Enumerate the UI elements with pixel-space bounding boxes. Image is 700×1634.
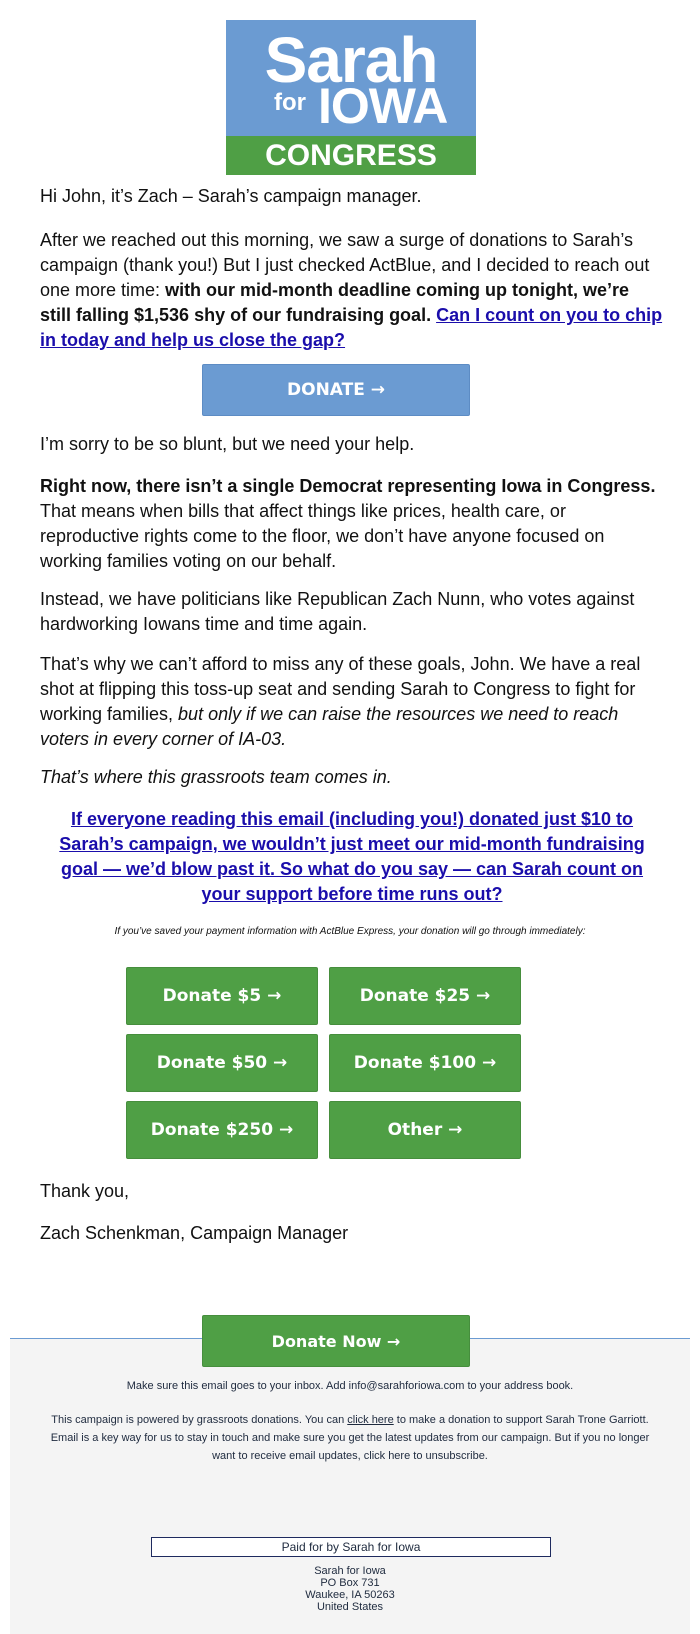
paragraph-4: Instead, we have politicians like Republican Zach Nunn, who votes against hardworking Iowans time and time again. (40, 589, 635, 634)
footer (10, 1331, 690, 1634)
donate-250-button[interactable]: Donate $250 → (126, 1101, 318, 1159)
address-line: United States (316, 1601, 384, 1613)
address-line: Waukee, IA 50263 (305, 1589, 395, 1601)
greeting: Hi John, it’s Zach – Sarah’s campaign manager. (40, 186, 422, 206)
campaign-logo (226, 20, 476, 175)
address-line: Sarah for Iowa (314, 1565, 386, 1577)
logo-top-panel (226, 20, 476, 136)
logo-state: IOWA (318, 78, 448, 134)
logo-bottom-panel (226, 136, 476, 175)
address-line: PO Box 731 (320, 1577, 380, 1589)
click-here-link[interactable]: click here (347, 1414, 394, 1426)
email-note: Email is a key way for us to stay in touch and make sure you get the latest updates from our campaign. But if you no longer want to receive email updates, click here to unsubscribe. (50, 1432, 650, 1462)
paragraph-3 (40, 474, 664, 574)
p6-italic: That’s where this grassroots team comes in. (40, 767, 392, 787)
ask-link[interactable]: If everyone reading this email (including you!) donated just $10 to Sarah’s campaign, we wouldn’t just meet our mid-month fundraising goal — we’d blow past it. So what do you say — can Sarah count on your support before time runs out? (59, 809, 645, 904)
donate-other-button[interactable]: Other → (329, 1101, 521, 1159)
p5-italic: but only if we can raise the resources we need to reach voters in every corner of IA-03. (40, 704, 619, 749)
footer-text (40, 1411, 660, 1465)
donate-50-button[interactable]: Donate $50 → (126, 1034, 318, 1092)
p3-bold: Right now, there isn’t a single Democrat representing Iowa in Congress. (40, 476, 656, 496)
donate-5-button[interactable]: Donate $5 → (126, 967, 318, 1025)
logo-office: CONGRESS (265, 139, 437, 172)
donate-25-button[interactable]: Donate $25 → (329, 967, 521, 1025)
express-note: If you’ve saved your payment information with ActBlue Express, your donation will go through immediately: (114, 926, 586, 937)
closing: Thank you, (40, 1181, 130, 1201)
mailing-address (10, 1565, 690, 1613)
donate-now-button[interactable]: Donate Now → (202, 1315, 470, 1367)
donate-button[interactable]: DONATE → (202, 364, 470, 416)
paragraph-5 (40, 652, 664, 752)
paragraph-1 (40, 228, 664, 353)
powered-text-b: to make a donation to support Sarah Trone Garriott. (393, 1414, 649, 1426)
paid-for-box: Paid for by Sarah for Iowa (151, 1537, 551, 1557)
chip-in-link[interactable]: Can I count on you to chip in today and help us close the gap? (40, 305, 663, 350)
paragraph-2: I’m sorry to be so blunt, but we need your help. (40, 434, 415, 454)
powered-text-a: This campaign is powered by grassroots donations. You can (51, 1414, 348, 1426)
paragraph-6 (40, 765, 664, 790)
ask-link-block (52, 807, 652, 907)
logo-name: Sarah (264, 24, 438, 96)
p3-text: That means when bills that affect things like prices, health care, or reproductive rights come to the floor, we don’t have anyone focused on working families voting on our behalf. (40, 501, 605, 571)
p1-text: After we reached out this morning, we saw a surge of donations to Sarah’s campaign (thank you!) But I just checked ActBlue, and I decided to reach out one more time: (40, 230, 650, 300)
logo-for: for (274, 89, 306, 116)
donate-100-button[interactable]: Donate $100 → (329, 1034, 521, 1092)
p1-bold: with our mid-month deadline coming up tonight, we’re still falling $1,536 shy of our fundraising goal. (40, 280, 630, 325)
p5-text: That’s why we can’t afford to miss any of these goals, John. We have a real shot at flipping this toss-up seat and sending Sarah to Congress to fight for working families, (40, 654, 641, 724)
inbox-note: Make sure this email goes to your inbox. Add info@sarahforiowa.com to your address book. (126, 1380, 574, 1392)
signature: Zach Schenkman, Campaign Manager (40, 1223, 349, 1243)
